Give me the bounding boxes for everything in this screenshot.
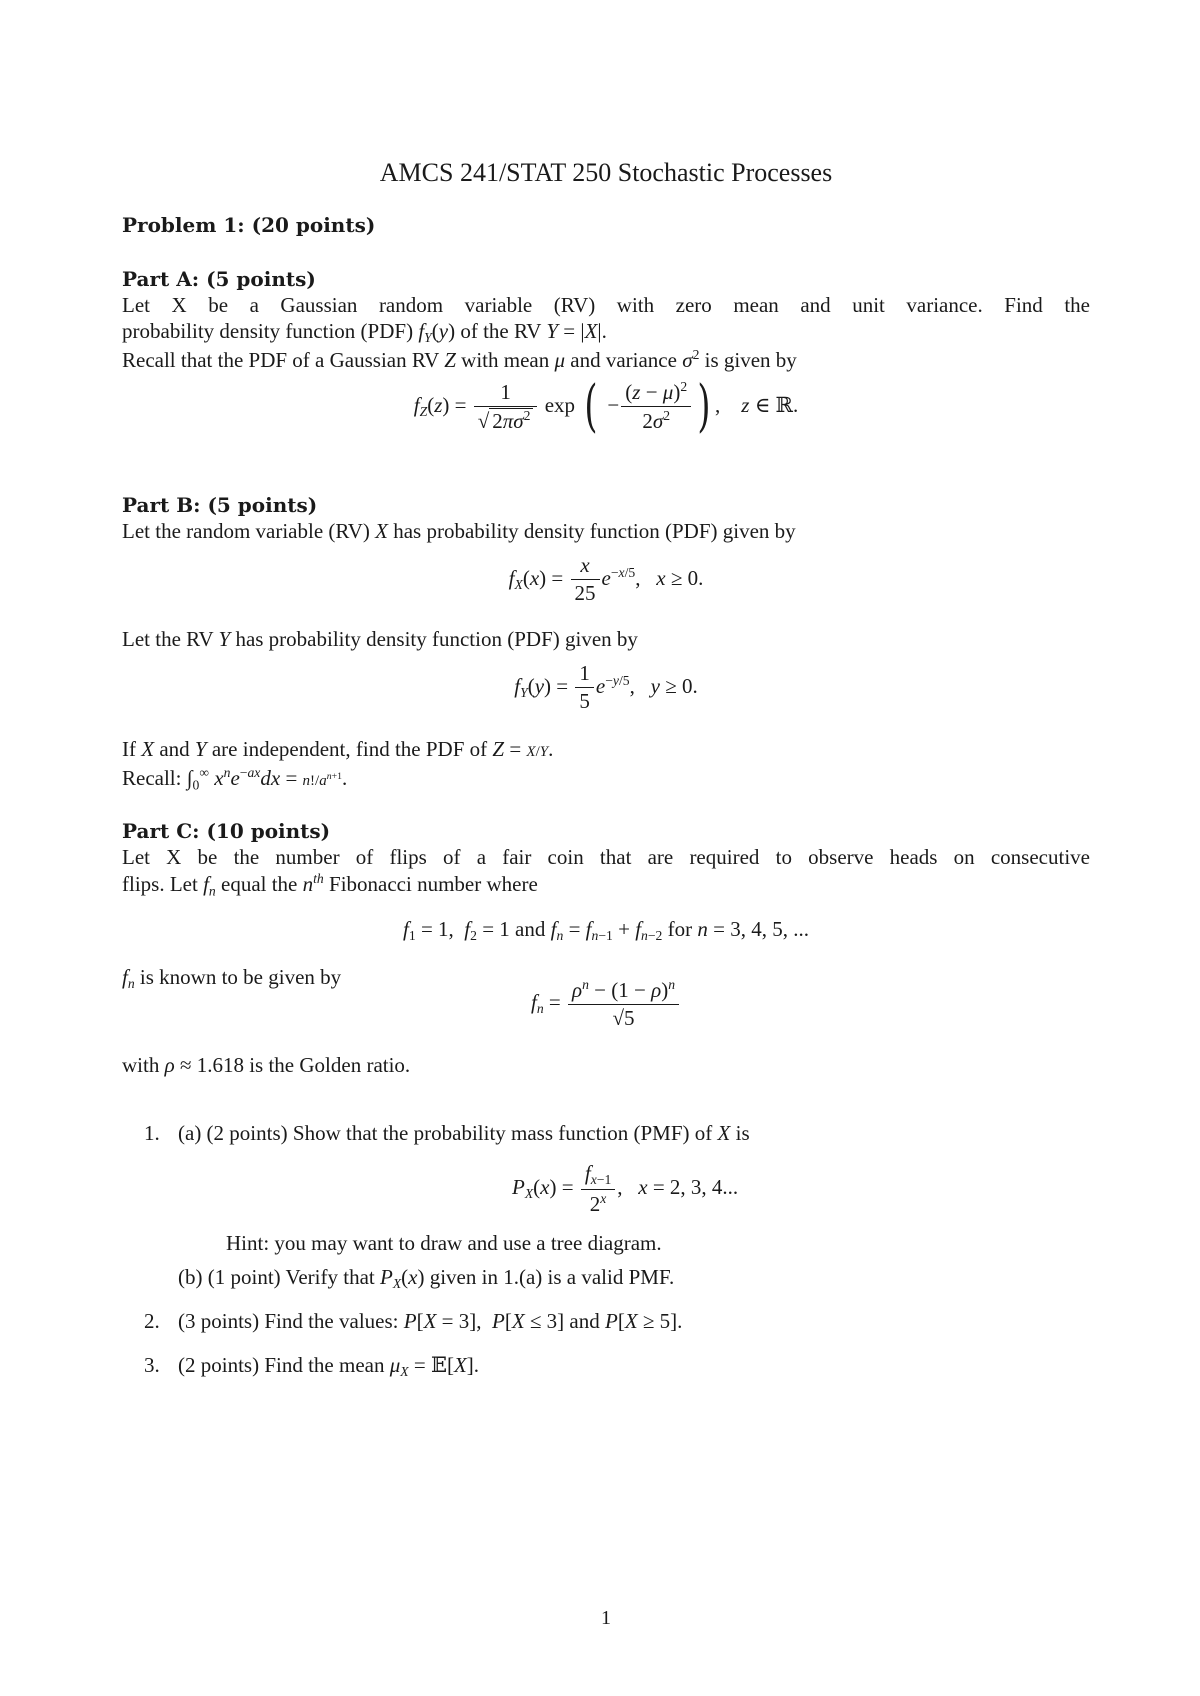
question-1a: (a) (2 points) Show that the probability mass function (PMF) of X is — [178, 1121, 750, 1145]
part-c-line2: flips. Let $f_n$ equal the $n^{th}$ Fibonacci number where — [122, 871, 538, 899]
page-number: 1 — [601, 1607, 611, 1629]
question-2-number: 2. — [144, 1309, 160, 1333]
part-c-line3: $f_n$ is known to be given by — [122, 965, 342, 992]
part-b-line4: Recall: $\int_0^\infty$ $x^ne^{-ax}dx = n!/a^{n+1}$. — [122, 765, 348, 793]
part-b-line3: If X and Y are independent, find the PDF of Z = X/Y. — [122, 737, 554, 761]
part-a-line2: probability density function (PDF) $f_Y(y)$ of the RV Y = |X|. — [122, 319, 607, 346]
problem-heading: Problem 1: (20 points) — [122, 213, 376, 237]
part-b-equation2: $f_Y(y)$ = $\frac{1}{5}$ $e^{-y/5}$, y ≥ 0. — [514, 661, 698, 714]
part-c-line1: Let X be the number of flips of a fair coin that are required to observe heads on consecutive — [122, 845, 1090, 869]
part-a-equation: $f_Z(z)$ = $\frac{1}{√ 2\pi\sigma^2}$ exp ( − $\frac{(z - \mu)^2}{2\sigma^2}$ ) , z ∈ ℝ. — [413, 373, 799, 439]
question-3-number: 3. — [144, 1353, 160, 1377]
part-a-heading: Part A: (5 points) — [122, 267, 316, 291]
part-a-line3: Recall that the PDF of a Gaussian RV Z with mean μ and variance $\sigma^2$ is given by — [122, 347, 797, 373]
part-c-line4: with ρ ≈ 1.618 is the Golden ratio. — [122, 1053, 411, 1077]
part-c-equation2: $f_n$ = $\frac{\rho^n - (1 - \rho)^n}{√5}$ — [122, 976, 1090, 1033]
question-1-hint: Hint: you may want to draw and use a tree diagram. — [226, 1231, 662, 1255]
part-a-line1: Let X be a Gaussian random variable (RV) with zero mean and unit variance. Find the — [122, 293, 1090, 317]
part-c-heading: Part C: (10 points) — [122, 819, 331, 843]
page-title: AMCS 241/STAT 250 Stochastic Processes — [379, 158, 833, 187]
question-1a-equation: $P_X(x)$ = $\frac{f_{x-1}}{2^x}$ , x = 2, 3, 4... — [512, 1161, 739, 1217]
question-1-number: 1. — [144, 1121, 160, 1145]
part-b-equation1: $f_X(x)$ = $\frac{x}{25}$ $e^{-x/5}$, x ≥ 0. — [508, 553, 704, 606]
document-page — [122, 0, 1090, 1696]
question-2: (3 points) Find the values: P[X = 3], P[X ≤ 3] and P[X ≥ 5]. — [178, 1309, 683, 1333]
part-c-equation1: $f_1 = 1$, $f_2 = 1$ and $f_n = f_{n-1} + f_{n-2}$ for n = 3, 4, 5, ... — [403, 917, 809, 944]
question-1b: (b) (1 point) Verify that $P_X(x)$ given in 1.(a) is a valid PMF. — [178, 1265, 675, 1292]
part-b-heading: Part B: (5 points) — [122, 493, 318, 517]
question-3: (2 points) Find the mean $\mu_X$ = 𝔼[X]. — [178, 1353, 480, 1380]
part-b-line2: Let the RV Y has probability density function (PDF) given by — [122, 627, 638, 651]
part-b-line1: Let the random variable (RV) X has probability density function (PDF) given by — [122, 519, 796, 543]
